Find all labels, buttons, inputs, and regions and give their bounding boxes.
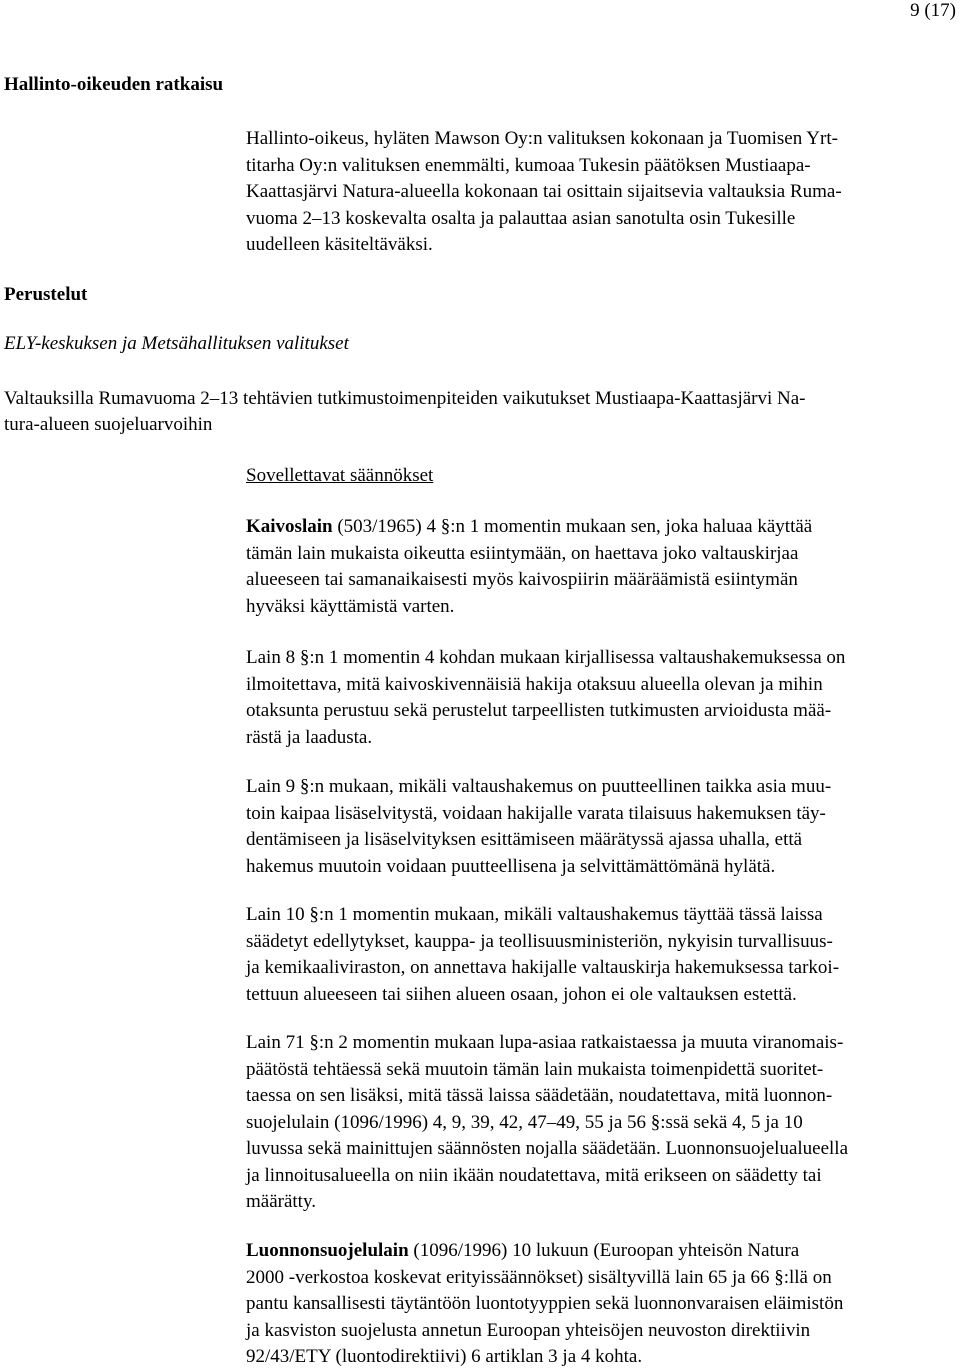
paragraph-section-10 (246, 902, 958, 1008)
paragraph-section-8 (246, 645, 958, 751)
paragraph-line: (503/1965) 4 §:n 1 momentin mukaan sen, joka haluaa käyttää (332, 516, 813, 537)
paragraph-line: 2000 -verkostoa koskevat erityissäännökset) sisältyvillä lain 65 ja 66 §:llä on (246, 1266, 832, 1288)
paragraph-line: alueeseen tai samanaikaisesti myös kaivospiirin määräämistä esiintymän (246, 569, 798, 590)
paragraph-line: 92/43/ETY (luontodirektiivi) 6 artiklan 3 ja 4 kohta. (246, 1346, 643, 1367)
paragraph-section-9 (246, 774, 958, 880)
ruling-line: uudelleen käsiteltäväksi. (246, 234, 433, 255)
ruling-line: Hallinto-oikeus, hyläten Mawson Oy:n valituksen kokonaan ja Tuomisen Yrt- (246, 128, 838, 149)
subheading-appeals: ELY-keskuksen ja Metsähallituksen valitukset (4, 333, 349, 354)
paragraph-line: Lain 71 §:n 2 momentin mukaan lupa-asiaa ratkaistaessa ja muuta viranomais- (246, 1032, 844, 1053)
mining-act-term: Kaivoslain (246, 516, 333, 537)
page-number: 9 (17) (910, 0, 956, 21)
paragraph-line: Lain 10 §:n 1 momentin mukaan, mikäli valtaushakemus täyttää tässä laissa (246, 904, 823, 925)
nature-conservation-act-term: Luonnonsuojelulain (246, 1240, 409, 1261)
heading-perustelut: Perustelut (4, 284, 88, 305)
paragraph-line: määrätty. (246, 1191, 316, 1212)
paragraph-line: ilmoitettava, mitä kaivoskivennäisiä hakija otaksuu alueella olevan ja mihin (246, 673, 823, 695)
paragraph-line: toin kaipaa lisäselvitystä, voidaan hakijalle varata tilaisuus hakemuksen täy- (246, 802, 826, 824)
topic-paragraph (4, 386, 958, 438)
paragraph-line: tämän lain mukaista oikeutta esiintymään, on haettava joko valtauskirjaa (246, 542, 799, 564)
paragraph-line: otaksunta perustuu sekä perustelut tarpeellisten tutkimusten arvioidusta mää- (246, 700, 832, 721)
paragraph-nature-conservation-act (246, 1238, 958, 1371)
ruling-line: vuoma 2–13 koskevalta osalta ja palauttaa asian sanotulta osin Tukesille (246, 207, 796, 229)
paragraph-mining-act (246, 514, 958, 620)
paragraph-line: tettuun alueeseen tai siihen alueen osaan, johon ei ole valtauksen estettä. (246, 983, 797, 1005)
paragraph-line: ja kemikaaliviraston, on annettava hakijalle valtauskirja hakemuksessa tarkoi- (246, 957, 840, 978)
paragraph-section-71 (246, 1030, 958, 1216)
paragraph-line: ja kasviston suojelusta annetun Euroopan yhteisöjen neuvoston direktiivin (246, 1319, 811, 1341)
paragraph-line: taessa on sen lisäksi, mitä tässä laissa säädetään, noudatettava, mitä luonnon- (246, 1085, 833, 1106)
ruling-paragraph (246, 126, 958, 259)
topic-line: Valtauksilla Rumavuoma 2–13 tehtävien tutkimustoimenpiteiden vaikutukset Mustiaapa-Kaattasjärvi Na- (4, 388, 806, 409)
paragraph-line: päätöstä tehtäessä sekä muutoin tämän lain mukaista toimenpidettä suoritet- (246, 1058, 824, 1080)
topic-line: tura-alueen suojeluarvoihin (4, 414, 213, 435)
ruling-line: Kaattasjärvi Natura-alueella kokonaan tai osittain sijaitsevia valtauksia Ruma- (246, 181, 842, 202)
paragraph-line: luvussa sekä mainittujen säännösten nojalla säädetään. Luonnonsuojelualueella (246, 1138, 849, 1159)
paragraph-line: pantu kansallisesti täytäntöön luontotyyppien sekä luonnonvaraisen eläimistön (246, 1293, 844, 1314)
paragraph-line: rästä ja laadusta. (246, 726, 373, 748)
paragraph-line: säädetyt edellytykset, kauppa- ja teollisuusministeriön, nykyisin turvallisuus- (246, 930, 833, 952)
paragraph-line: hakemus muutoin voidaan puutteellisena ja selvittämättömänä hylätä. (246, 855, 776, 877)
paragraph-line: Lain 8 §:n 1 momentin 4 kohdan mukaan kirjallisessa valtaushakemuksessa on (246, 647, 846, 668)
paragraph-line: ja linnoitusalueella on niin ikään noudatettava, mitä erikseen on säädetty tai (246, 1164, 822, 1186)
paragraph-line: (1096/1996) 10 lukuun (Euroopan yhteisön Natura (408, 1240, 800, 1261)
paragraph-line: dentämiseen ja lisäselvityksen esittämiseen määrätyssä ajassa uhalla, että (246, 829, 803, 850)
paragraph-line: hyväksi käyttämistä varten. (246, 595, 455, 617)
heading-ruling: Hallinto-oikeuden ratkaisu (4, 74, 224, 95)
paragraph-line: suojelulain (1096/1996) 4, 9, 39, 42, 47–49, 55 ja 56 §:ssä sekä 4, 5 ja 10 (246, 1111, 803, 1133)
paragraph-line: Lain 9 §:n mukaan, mikäli valtaushakemus on puutteellinen taikka asia muu- (246, 776, 832, 797)
ruling-line: titarha Oy:n valituksen enemmälti, kumoaa Tukesin päätöksen Mustiaapa- (246, 154, 811, 176)
applicable-provisions-heading: Sovellettavat säännökset (246, 465, 434, 486)
